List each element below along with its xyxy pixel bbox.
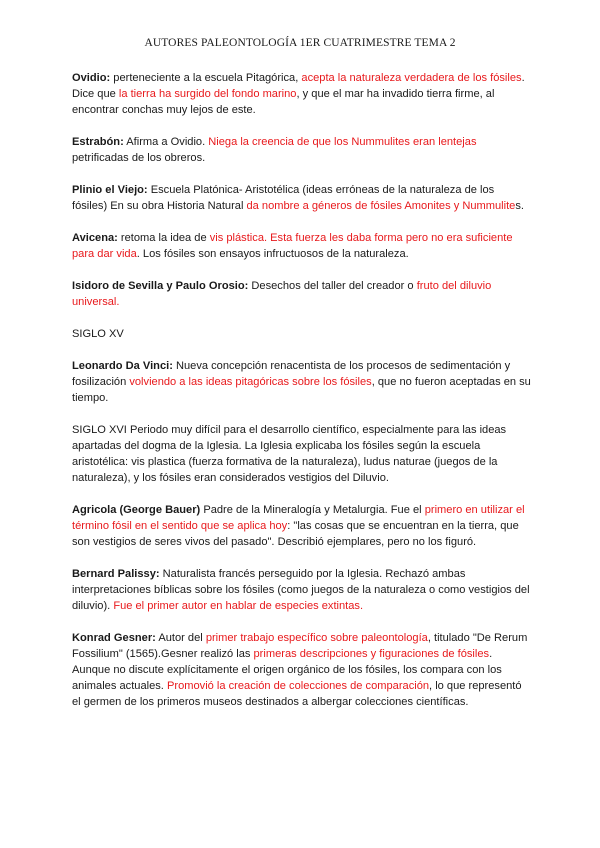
- body-text: petrificadas de los obreros.: [72, 152, 206, 164]
- paragraph-gesner: [72, 630, 532, 710]
- body-text: Nueva concepción renacentista de los procesos de sedimentación y fosilización: [72, 360, 511, 388]
- body-text: , que no fueron aceptadas en su tiempo.: [72, 376, 531, 404]
- author-name: Leonardo Da Vinci:: [72, 360, 173, 372]
- document-body: [72, 70, 532, 726]
- author-name: Ovidio:: [72, 72, 111, 84]
- paragraph-isidoro: [72, 278, 532, 310]
- paragraph-agricola: [72, 502, 532, 550]
- body-text: SIGLO XVI Periodo muy difícil para el desarrollo científico, especialmente para las ideas apartadas del dogma de la Iglesia. La Iglesia explicaba los fósiles según la escuela aristotélica: vis plastica (fuerza formativa de la naturaleza), ludus naturae (juegos de la naturaleza), y los fósiles eran considerados vestigios del Diluvio.: [72, 424, 507, 484]
- author-name: Isidoro de Sevilla y Paulo Orosio:: [72, 280, 249, 292]
- body-text: s.: [515, 200, 524, 212]
- paragraph-siglo-xvi: [72, 422, 532, 486]
- paragraph-plinio: [72, 182, 532, 214]
- paragraph-ovidio: [72, 70, 532, 118]
- author-name: Plinio el Viejo:: [72, 184, 148, 196]
- highlighted-text: da nombre a géneros de fósiles Amonites y Nummulite: [246, 200, 516, 212]
- author-name: Agricola (George Bauer): [72, 504, 201, 516]
- body-text: Escuela Platónica- Aristotélica (ideas erróneas de la naturaleza de los fósiles) En su obra Historia Natural: [72, 184, 495, 212]
- highlighted-text: acepta la naturaleza verdadera de los fósiles: [301, 72, 522, 84]
- paragraph-palissy: [72, 566, 532, 614]
- body-text: Autor del: [155, 632, 206, 644]
- body-text: Naturalista francés perseguido por la Iglesia. Rechazó ambas interpretaciones bíblicas sobre los fósiles (como juegos de la naturaleza o como vestigios del diluvio).: [72, 568, 530, 612]
- author-name: Avicena:: [72, 232, 118, 244]
- highlighted-text: Fue el primer autor en hablar de especies extintas.: [113, 600, 364, 612]
- author-name: Bernard Palissy:: [72, 568, 160, 580]
- highlighted-text: primero en utilizar el término fósil en el sentido que se aplica hoy: [72, 504, 525, 532]
- body-text: retoma la idea de: [117, 232, 210, 244]
- paragraph-siglo-xv: [72, 326, 532, 342]
- author-name: Estrabón:: [72, 136, 124, 148]
- body-text: : "las cosas que se encuentran en la tierra, que son vestigios de seres vivos del pasado". Describió ejemplares, pero no los figuró.: [72, 520, 519, 548]
- highlighted-text: Niega la creencia de que los Nummulites eran lentejas: [208, 136, 477, 148]
- highlighted-text: primeras descripciones y figuraciones de fósiles: [253, 648, 490, 660]
- author-name: Konrad Gesner:: [72, 632, 156, 644]
- highlighted-text: fruto del diluvio universal.: [72, 280, 492, 308]
- body-text: Desechos del taller del creador o: [248, 280, 417, 292]
- paragraph-leonardo: [72, 358, 532, 406]
- body-text: , titulado "De Rerum Fossilium" (1565).Gesner realizó las: [72, 632, 528, 660]
- body-text: . Los fósiles son ensayos infructuosos de la naturaleza.: [136, 248, 409, 260]
- body-text: SIGLO XV: [72, 328, 124, 340]
- highlighted-text: vis plástica. Esta fuerza les daba forma pero no era suficiente para dar vida: [72, 232, 513, 260]
- body-text: . Dice que: [72, 72, 525, 100]
- body-text: . Aunque no discute explícitamente el origen orgánico de los fósiles, los compara con los animales actuales.: [72, 648, 502, 692]
- body-text: , lo que representó el germen de los primeros museos destinados a albergar colecciones científicas.: [72, 680, 522, 708]
- page-title: AUTORES PALEONTOLOGÍA 1ER CUATRIMESTRE TEMA 2: [144, 37, 456, 49]
- highlighted-text: volviendo a las ideas pitagóricas sobre los fósiles: [129, 376, 372, 388]
- body-text: Afirma a Ovidio.: [123, 136, 209, 148]
- highlighted-text: primer trabajo específico sobre paleontología: [205, 632, 428, 644]
- body-text: , y que el mar ha invadido tierra firme, al encontrar conchas muy lejos de este.: [72, 88, 495, 116]
- paragraph-estrabon: [72, 134, 532, 166]
- paragraph-avicena: [72, 230, 532, 262]
- highlighted-text: Promovió la creación de colecciones de comparación: [166, 680, 430, 692]
- highlighted-text: la tierra ha surgido del fondo marino: [118, 88, 297, 100]
- body-text: perteneciente a la escuela Pitagórica,: [110, 72, 302, 84]
- body-text: Padre de la Mineralogía y Metalurgia. Fue el: [200, 504, 425, 516]
